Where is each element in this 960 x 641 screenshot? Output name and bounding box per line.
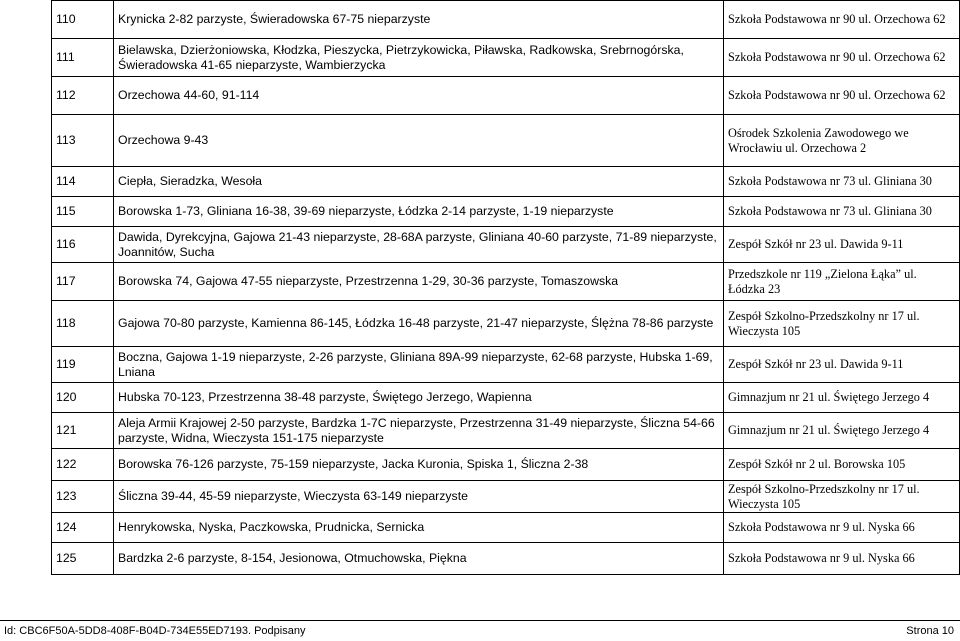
streets-cell: Borowska 76-126 parzyste, 75-159 nieparzyste, Jacka Kuronia, Spiska 1, Śliczna 2-38 (114, 449, 724, 481)
streets-cell: Dawida, Dyrekcyjna, Gajowa 21-43 nieparzyste, 28-68A parzyste, Gliniana 40-60 parzyste, 71-89 nieparzyste, Joannitów, Sucha (114, 227, 724, 263)
district-number: 118 (52, 301, 114, 347)
school-cell: Zespół Szkół nr 23 ul. Dawida 9-11 (724, 227, 960, 263)
streets-cell: Borowska 74, Gajowa 47-55 nieparzyste, Przestrzenna 1-29, 30-36 parzyste, Tomaszowska (114, 263, 724, 301)
table-row (52, 115, 960, 167)
district-table (51, 0, 960, 575)
district-number: 123 (52, 481, 114, 513)
school-cell: Zespół Szkolno-Przedszkolny nr 17 ul. Wieczysta 105 (724, 481, 960, 513)
district-number: 114 (52, 167, 114, 197)
district-number: 119 (52, 347, 114, 383)
school-cell: Szkoła Podstawowa nr 90 ul. Orzechowa 62 (724, 39, 960, 77)
school-cell: Gimnazjum nr 21 ul. Świętego Jerzego 4 (724, 383, 960, 413)
district-number: 117 (52, 263, 114, 301)
district-number: 121 (52, 413, 114, 449)
table-row (52, 383, 960, 413)
table-row (52, 227, 960, 263)
streets-cell: Henrykowska, Nyska, Paczkowska, Prudnicka, Sernicka (114, 513, 724, 543)
district-number: 124 (52, 513, 114, 543)
district-number: 116 (52, 227, 114, 263)
streets-cell: Ciepła, Sieradzka, Wesoła (114, 167, 724, 197)
document-id-text: Id: CBC6F50A-5DD8-408F-B04D-734E55ED7193. Podpisany (4, 625, 306, 637)
table-row (52, 543, 960, 575)
school-cell: Szkoła Podstawowa nr 9 ul. Nyska 66 (724, 543, 960, 575)
school-cell: Szkoła Podstawowa nr 73 ul. Gliniana 30 (724, 167, 960, 197)
streets-cell: Orzechowa 9-43 (114, 115, 724, 167)
page-footer (0, 620, 960, 641)
table-row (52, 1, 960, 39)
district-number: 120 (52, 383, 114, 413)
table-row (52, 449, 960, 481)
school-cell: Zespół Szkół nr 2 ul. Borowska 105 (724, 449, 960, 481)
streets-cell: Bardzka 2-6 parzyste, 8-154, Jesionowa, Otmuchowska, Piękna (114, 543, 724, 575)
school-cell: Ośrodek Szkolenia Zawodowego we Wrocławiu ul. Orzechowa 2 (724, 115, 960, 167)
district-number: 125 (52, 543, 114, 575)
district-number: 110 (52, 1, 114, 39)
page-number: Strona 10 (906, 625, 954, 637)
school-cell: Gimnazjum nr 21 ul. Świętego Jerzego 4 (724, 413, 960, 449)
school-cell: Szkoła Podstawowa nr 90 ul. Orzechowa 62 (724, 77, 960, 115)
district-number: 113 (52, 115, 114, 167)
streets-cell: Aleja Armii Krajowej 2-50 parzyste, Bardzka 1-7C nieparzyste, Przestrzenna 31-49 nieparzyste, Śliczna 54-66 parzyste, Widna, Wieczysta 151-175 nieparzyste (114, 413, 724, 449)
table-row (52, 513, 960, 543)
streets-cell: Borowska 1-73, Gliniana 16-38, 39-69 nieparzyste, Łódzka 2-14 parzyste, 1-19 nieparzyste (114, 197, 724, 227)
district-number: 115 (52, 197, 114, 227)
table-row (52, 263, 960, 301)
table-row (52, 39, 960, 77)
district-number: 112 (52, 77, 114, 115)
streets-cell: Hubska 70-123, Przestrzenna 38-48 parzyste, Świętego Jerzego, Wapienna (114, 383, 724, 413)
table-row (52, 481, 960, 513)
table-row (52, 301, 960, 347)
table-row (52, 347, 960, 383)
school-cell: Szkoła Podstawowa nr 90 ul. Orzechowa 62 (724, 1, 960, 39)
streets-cell: Boczna, Gajowa 1-19 nieparzyste, 2-26 parzyste, Gliniana 89A-99 nieparzyste, 62-68 parzyste, Hubska 1-69, Lniana (114, 347, 724, 383)
table-row (52, 77, 960, 115)
streets-cell: Bielawska, Dzierżoniowska, Kłodzka, Pieszycka, Pietrzykowicka, Piławska, Radkowska, Srebrnogórska, Świeradowska 41-65 nieparzyste, Wambierzycka (114, 39, 724, 77)
school-cell: Szkoła Podstawowa nr 9 ul. Nyska 66 (724, 513, 960, 543)
school-cell: Szkoła Podstawowa nr 73 ul. Gliniana 30 (724, 197, 960, 227)
district-number: 111 (52, 39, 114, 77)
streets-cell: Krynicka 2-82 parzyste, Świeradowska 67-75 nieparzyste (114, 1, 724, 39)
school-cell: Przedszkole nr 119 „Zielona Łąka” ul. Łódzka 23 (724, 263, 960, 301)
district-number: 122 (52, 449, 114, 481)
streets-cell: Orzechowa 44-60, 91-114 (114, 77, 724, 115)
school-cell: Zespół Szkolno-Przedszkolny nr 17 ul. Wieczysta 105 (724, 301, 960, 347)
table-row (52, 197, 960, 227)
streets-cell: Śliczna 39-44, 45-59 nieparzyste, Wieczysta 63-149 nieparzyste (114, 481, 724, 513)
school-cell: Zespół Szkół nr 23 ul. Dawida 9-11 (724, 347, 960, 383)
streets-cell: Gajowa 70-80 parzyste, Kamienna 86-145, Łódzka 16-48 parzyste, 21-47 nieparzyste, Ślężna 78-86 parzyste (114, 301, 724, 347)
table-row (52, 413, 960, 449)
table-row (52, 167, 960, 197)
